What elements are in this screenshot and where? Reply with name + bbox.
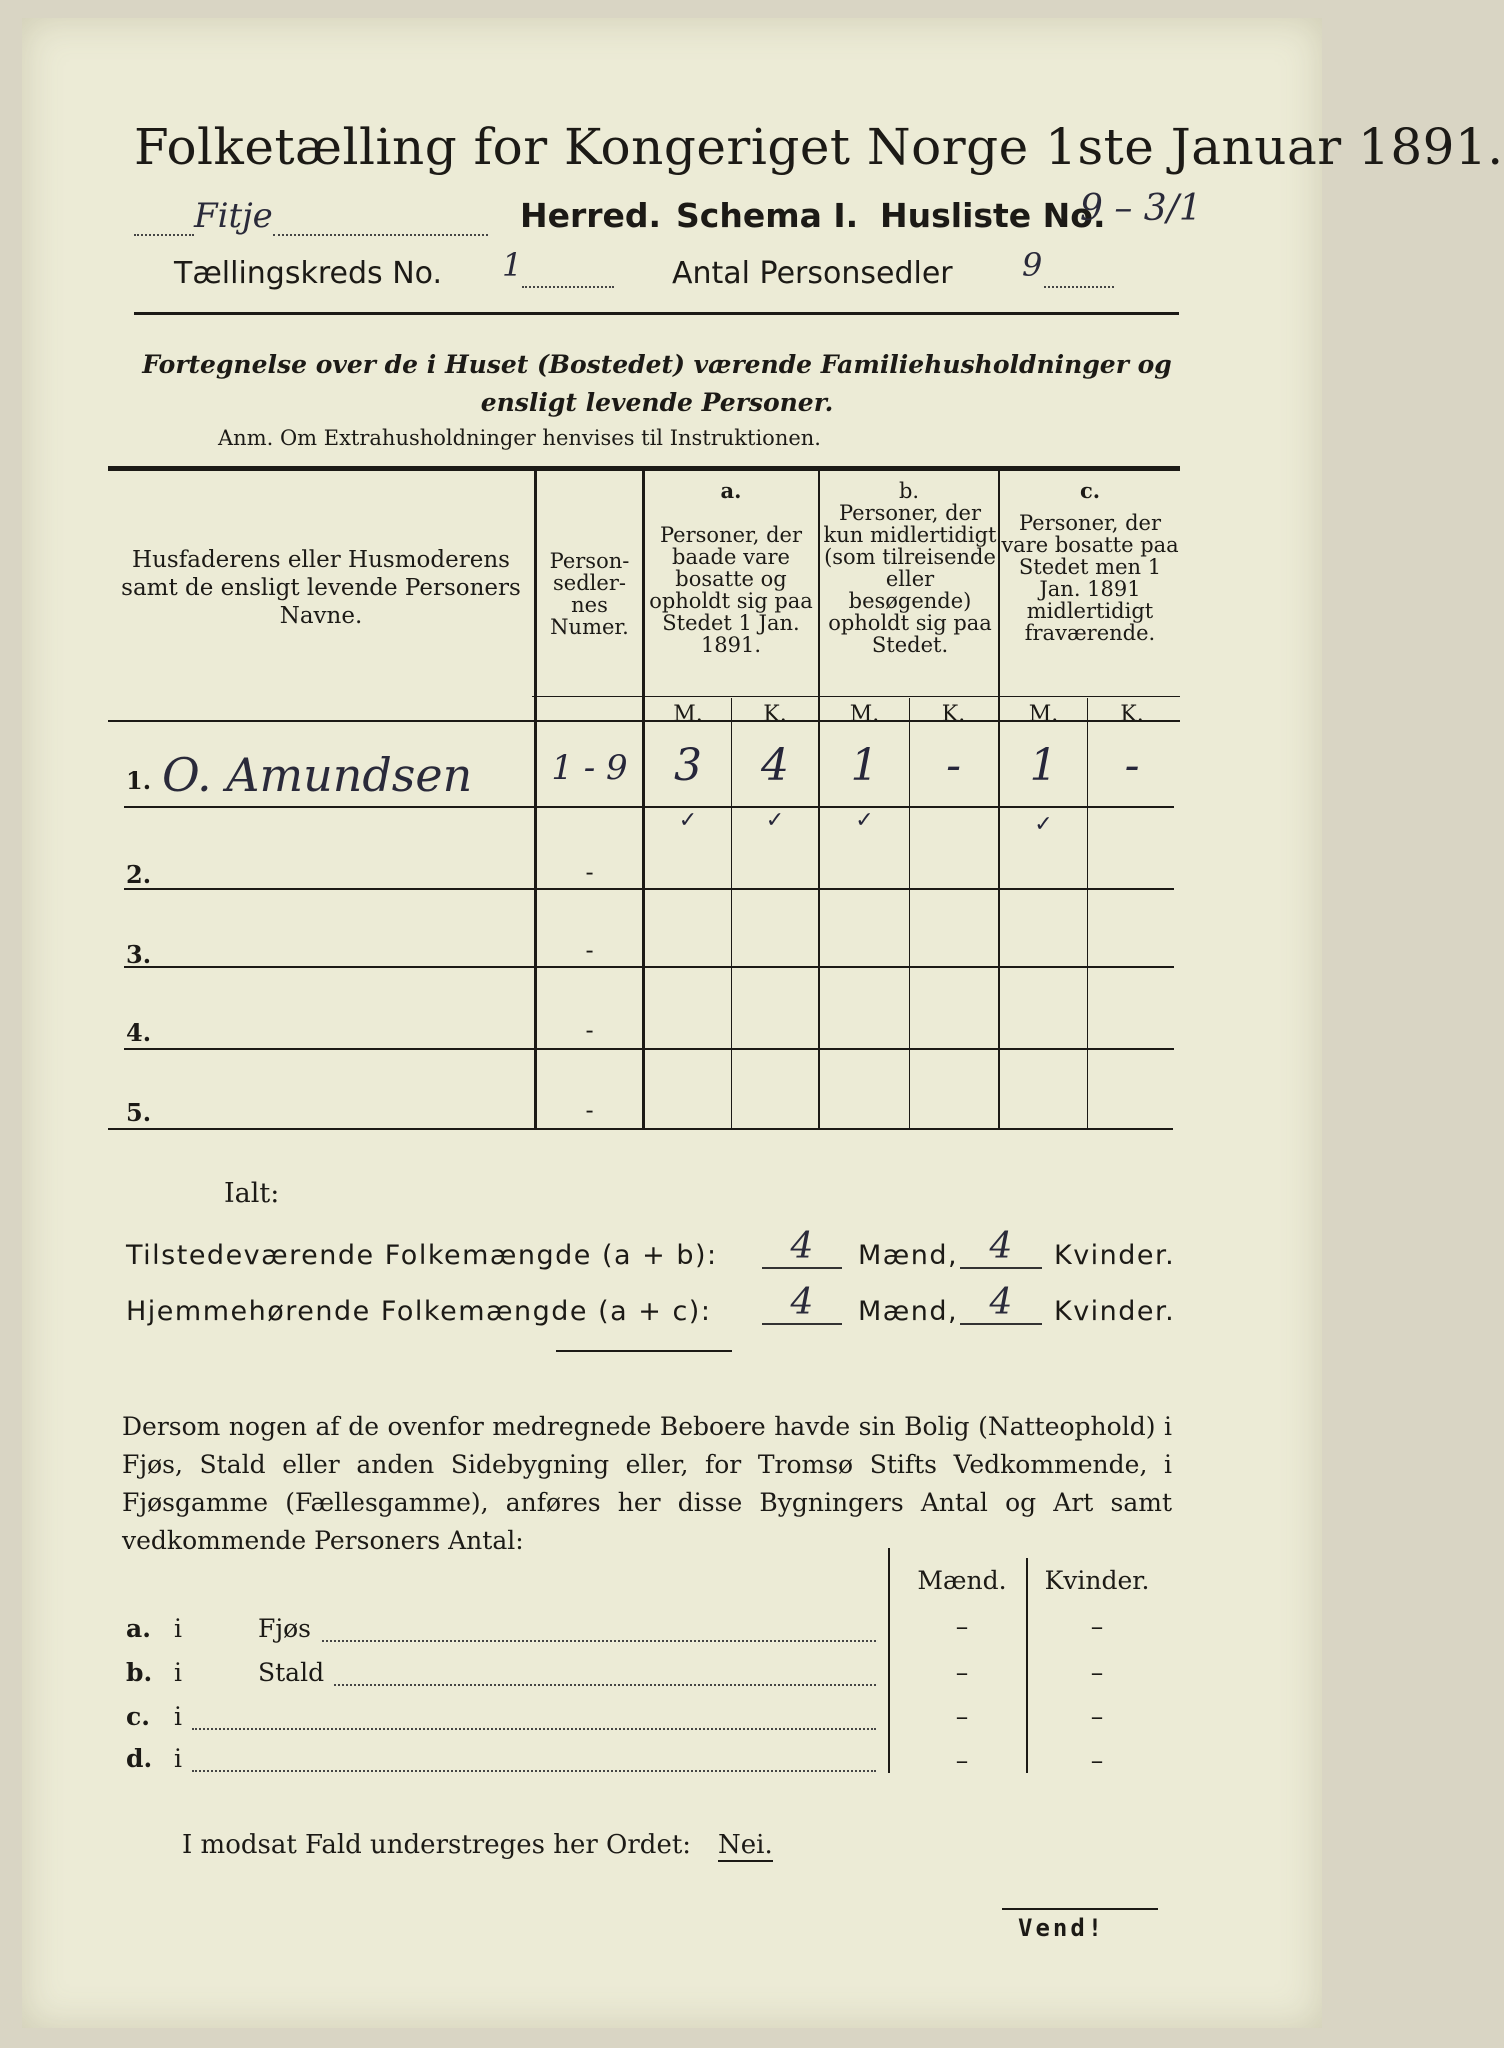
building-a-prep: i (174, 1614, 182, 1643)
col-a-header: Personer, der baade vare bosatte og opholdt sig paa Stedet 1 Jan. 1891. (649, 523, 813, 657)
tilst-label: Tilstedeværende Folkemængde (a + b): (126, 1240, 718, 1271)
col-numer-header: Person-sedler-nes Numer. (549, 549, 630, 639)
building-d-prep: i (174, 1744, 182, 1773)
building-a-letter: a. (126, 1614, 151, 1643)
row-1-numer: 1 - 9 (551, 748, 628, 788)
antal-label: Antal Personsedler (672, 256, 953, 291)
row-2-a-m-check: ✓ (678, 808, 698, 833)
building-c-kvinder: – (1090, 1702, 1104, 1731)
hjem-label: Hjemmehørende Folkemængde (a + c): (126, 1296, 712, 1327)
hjem-kvinder-word: Kvinder. (1054, 1296, 1176, 1327)
col-names-header: Husfaderens eller Husmoderens samt de ensligt levende Personers Navne. (121, 547, 521, 629)
col-c-m: M. (1028, 702, 1059, 727)
ialt-label: Ialt: (224, 1178, 280, 1209)
building-b-kvinder: – (1090, 1658, 1104, 1687)
form-subtitle: Fortegnelse over de i Huset (Bostedet) værende Familiehusholdninger og ensligt levende Personer. (142, 350, 1172, 417)
row-1-a-m: 3 (674, 740, 702, 791)
row-1-a-k: 4 (761, 740, 789, 791)
building-b-letter: b. (126, 1658, 153, 1687)
row-1-c-k: - (1124, 740, 1140, 791)
form-title: Folketælling for Kongeriget Norge 1ste Januar 1891. (134, 118, 1504, 176)
tilst-maend-word: Mænd, (858, 1240, 959, 1271)
row-1-c-m: 1 (1029, 740, 1058, 791)
nei-word: Nei. (718, 1830, 773, 1860)
header-rule (134, 312, 1179, 315)
buildings-kvinder-header: Kvinder. (1044, 1566, 1150, 1595)
herred-label: Herred. (520, 196, 662, 235)
census-form-page (22, 18, 1504, 2028)
col-a-m: M. (673, 702, 703, 727)
row-2-a-k-check: ✓ (765, 808, 785, 833)
col-b-m: M. (849, 702, 880, 727)
col-c-k: K. (1120, 702, 1144, 727)
anm-note: Anm. Om Extrahusholdninger henvises til Instruktionen. (218, 426, 821, 450)
herred-line (134, 196, 488, 236)
col-c-header: Personer, der vare bosatte paa Stedet men 1 Jan. 1891 midlertidigt fraværende. (1001, 511, 1179, 645)
section-divider (556, 1350, 732, 1352)
row-1-b-m: 1 (850, 740, 879, 791)
row-3-numer: - (585, 936, 594, 964)
row-2-numer: - (585, 858, 594, 886)
building-c-prep: i (174, 1702, 182, 1731)
row-4-numer: - (585, 1016, 594, 1044)
building-c-maend: – (955, 1702, 969, 1731)
building-d-maend: – (955, 1746, 969, 1775)
building-d-letter: d. (126, 1744, 153, 1773)
kreds-label: Tællingskreds No. (174, 256, 442, 291)
col-a-letter: a. (720, 478, 742, 503)
modsat-text: I modsat Fald understreges her Ordet: (182, 1830, 692, 1860)
tilst-kvinder-word: Kvinder. (1054, 1240, 1176, 1271)
schema-label: Schema I. (676, 196, 859, 235)
herred-value: Fitje (194, 196, 273, 236)
row-5-number: 5. (126, 1098, 152, 1127)
row-5-numer: - (585, 1096, 594, 1124)
building-a-kvinder: – (1090, 1612, 1104, 1641)
row-2-b-m-check: ✓ (855, 808, 874, 833)
col-b-k: K. (941, 702, 966, 727)
row-1-b-k: - (946, 740, 961, 791)
building-b-maend: – (955, 1658, 969, 1687)
building-b-prep: i (174, 1658, 182, 1687)
hjem-kvinder-value: 4 (960, 1282, 1042, 1325)
building-b-name: Stald (258, 1658, 325, 1687)
row-2-c-m-check: ✓ (1034, 812, 1053, 837)
husliste-value: 9 – 3/1 (1080, 188, 1202, 229)
building-a-maend: – (955, 1612, 969, 1641)
buildings-paragraph: Dersom nogen af de ovenfor medregnede Beboere havde sin Bolig (Natteophold) i Fjøs, Stald eller anden Sidebygning eller, for Tromsø Stifts Vedkommende, i Fjøsgamme (Fællesgamme), anføres her disse Bygningers Antal og Art samt vedkommende Personers Antal: (122, 1412, 1172, 1555)
col-b-letter: b. (898, 479, 920, 503)
col-c-letter: c. (1079, 478, 1101, 503)
table-bottom-rule (108, 1128, 1173, 1130)
vend-text: Vend! (1018, 1914, 1106, 1942)
tilst-kvinder-value: 4 (960, 1226, 1042, 1269)
hjem-maend-value: 4 (762, 1282, 842, 1325)
tilst-maend-value: 4 (762, 1226, 842, 1269)
building-d-kvinder: – (1090, 1746, 1104, 1775)
husliste-label: Husliste No. (880, 196, 1106, 235)
building-a-name: Fjøs (258, 1614, 311, 1643)
col-b-header: Personer, der kun midlertidigt (som tilreisende eller besøgende) opholdt sig paa Stedet. (823, 501, 997, 657)
hjem-maend-word: Mænd, (858, 1296, 959, 1327)
row-2-number: 2. (126, 860, 152, 889)
col-a-k: K. (763, 702, 787, 727)
row-3-number: 3. (126, 940, 152, 969)
kreds-value: 1 (502, 246, 523, 284)
antal-value: 9 (1022, 246, 1043, 284)
row-1-number: 1. (126, 766, 152, 795)
row-4-number: 4. (126, 1018, 152, 1047)
row-1-name: O. Amundsen (162, 748, 473, 802)
building-c-letter: c. (126, 1702, 150, 1731)
buildings-maend-header: Mænd. (917, 1566, 1007, 1595)
